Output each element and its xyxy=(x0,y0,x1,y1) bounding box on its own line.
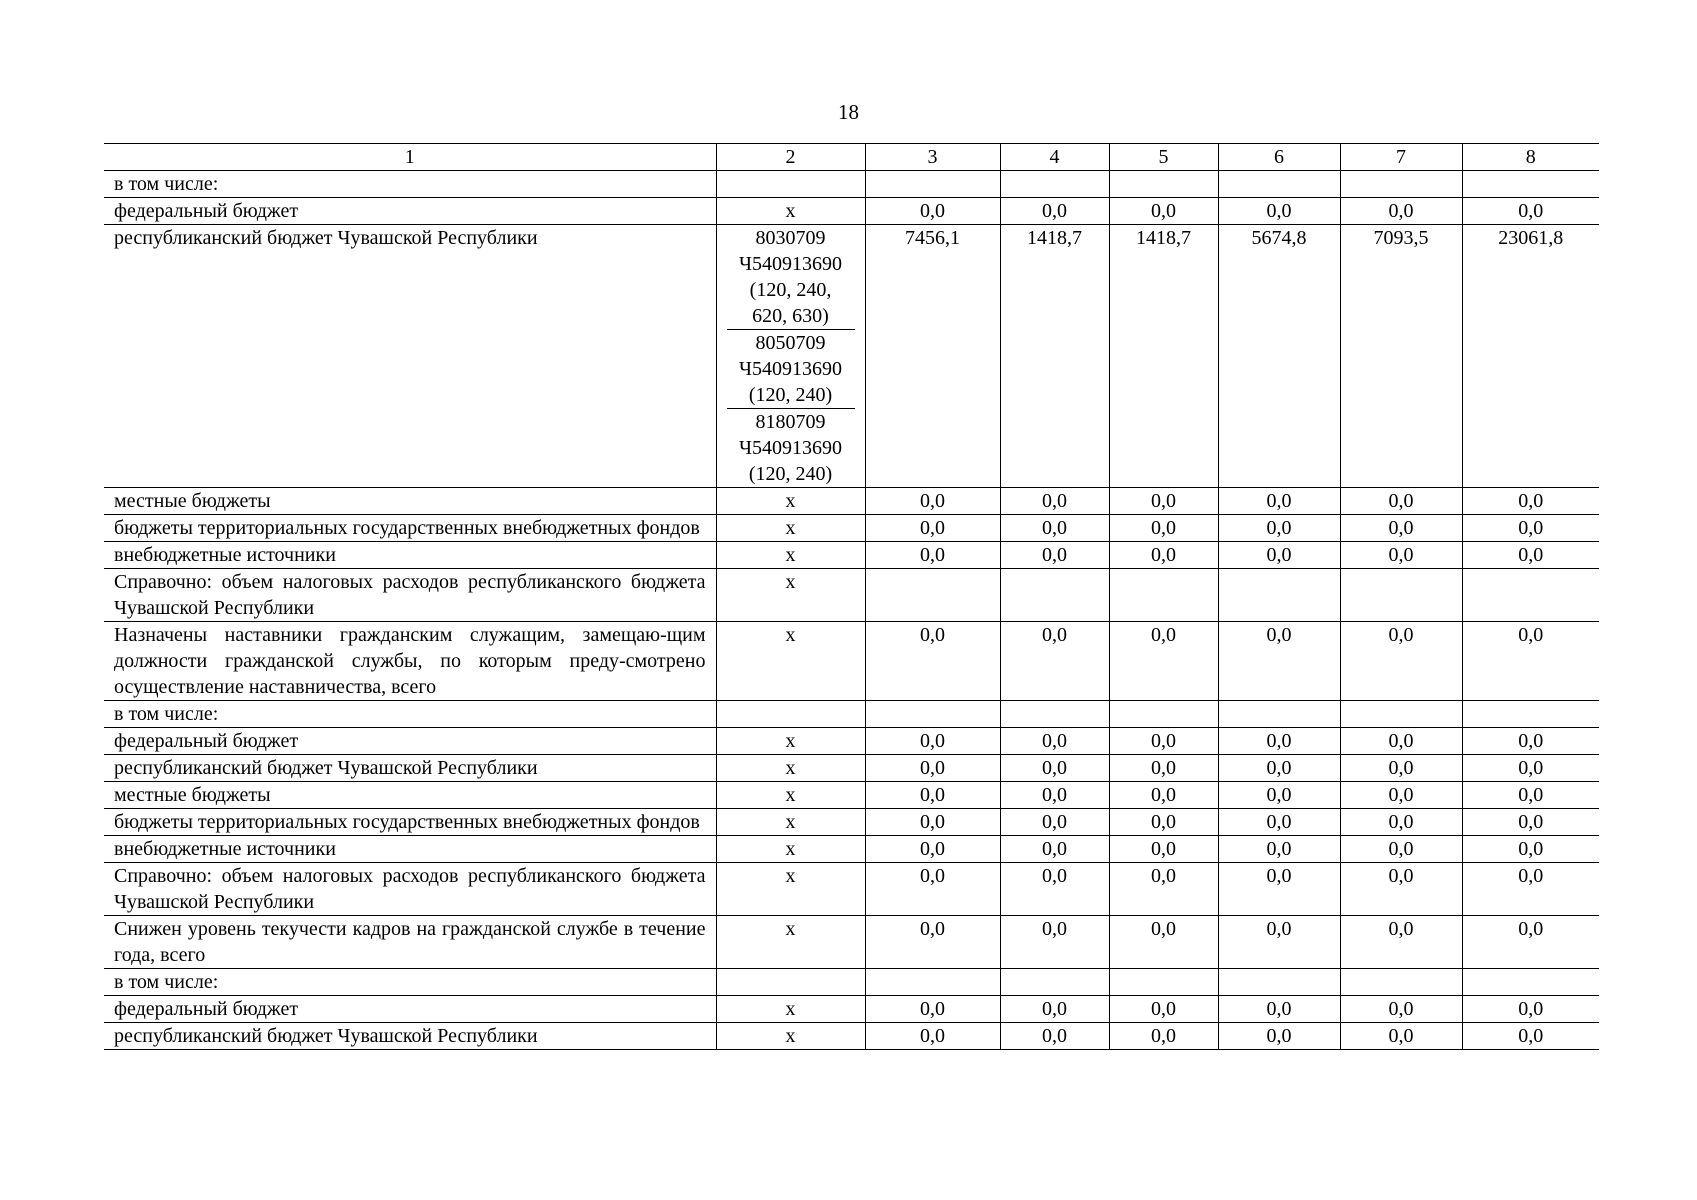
value-cell xyxy=(1462,171,1599,198)
value-cell xyxy=(865,969,1000,996)
value-cell: 0,0 xyxy=(1109,996,1218,1023)
value-cell: 1418,7 xyxy=(1109,225,1218,488)
table-row xyxy=(104,863,1599,916)
table-row xyxy=(104,171,1599,198)
value-cell xyxy=(865,701,1000,728)
table-row xyxy=(104,969,1599,996)
budget-code-cell: x xyxy=(716,836,865,863)
column-header: 6 xyxy=(1218,144,1340,171)
row-name-cell: федеральный бюджет xyxy=(104,996,716,1023)
value-cell: 0,0 xyxy=(1109,488,1218,515)
value-cell: 0,0 xyxy=(1462,1023,1599,1050)
value-cell xyxy=(1000,569,1109,622)
value-cell: 0,0 xyxy=(865,542,1000,569)
table-row xyxy=(104,782,1599,809)
value-cell: 0,0 xyxy=(1000,488,1109,515)
value-cell: 0,0 xyxy=(1109,622,1218,701)
value-cell: 0,0 xyxy=(865,488,1000,515)
table-row xyxy=(104,1023,1599,1050)
value-cell xyxy=(1218,969,1340,996)
value-cell: 0,0 xyxy=(1000,728,1109,755)
value-cell: 0,0 xyxy=(1109,809,1218,836)
value-cell: 0,0 xyxy=(1218,488,1340,515)
table-row xyxy=(104,836,1599,863)
value-cell: 7093,5 xyxy=(1340,225,1462,488)
value-cell: 0,0 xyxy=(1000,782,1109,809)
value-cell: 0,0 xyxy=(865,515,1000,542)
budget-code-cell xyxy=(716,969,865,996)
value-cell: 0,0 xyxy=(1109,916,1218,969)
value-cell: 0,0 xyxy=(1218,782,1340,809)
budget-code-cell: x xyxy=(716,488,865,515)
table-row xyxy=(104,755,1599,782)
value-cell: 0,0 xyxy=(1462,198,1599,225)
row-name-cell: Назначены наставники гражданским служащим, замещаю-щим должности гражданской службы, по которым преду-смотрено осуществление наставничества, всего xyxy=(104,622,716,701)
column-header: 3 xyxy=(865,144,1000,171)
row-name-cell: бюджеты территориальных государственных внебюджетных фондов xyxy=(104,809,716,836)
row-name-cell: республиканский бюджет Чувашской Республики xyxy=(104,1023,716,1050)
value-cell: 0,0 xyxy=(1462,755,1599,782)
value-cell: 0,0 xyxy=(865,863,1000,916)
value-cell: 0,0 xyxy=(1340,996,1462,1023)
value-cell: 0,0 xyxy=(1109,198,1218,225)
value-cell: 0,0 xyxy=(1340,782,1462,809)
value-cell: 0,0 xyxy=(1218,622,1340,701)
value-cell: 0,0 xyxy=(1000,809,1109,836)
value-cell: 0,0 xyxy=(1340,916,1462,969)
value-cell: 0,0 xyxy=(1462,996,1599,1023)
value-cell: 0,0 xyxy=(865,809,1000,836)
value-cell: 0,0 xyxy=(1000,515,1109,542)
row-name-cell: республиканский бюджет Чувашской Республики xyxy=(104,755,716,782)
value-cell: 1418,7 xyxy=(1000,225,1109,488)
value-cell: 0,0 xyxy=(1109,1023,1218,1050)
value-cell: 0,0 xyxy=(1109,728,1218,755)
value-cell: 0,0 xyxy=(1000,863,1109,916)
table-row xyxy=(104,542,1599,569)
budget-code-cell: x xyxy=(716,569,865,622)
value-cell: 0,0 xyxy=(1109,515,1218,542)
row-name-cell: республиканский бюджет Чувашской Республики xyxy=(104,225,716,488)
row-name-cell: федеральный бюджет xyxy=(104,198,716,225)
value-cell: 0,0 xyxy=(1000,916,1109,969)
value-cell: 0,0 xyxy=(1462,836,1599,863)
value-cell: 0,0 xyxy=(1340,542,1462,569)
value-cell xyxy=(1218,701,1340,728)
value-cell: 0,0 xyxy=(1000,542,1109,569)
column-header: 7 xyxy=(1340,144,1462,171)
value-cell: 0,0 xyxy=(1340,809,1462,836)
budget-code-cell: x xyxy=(716,728,865,755)
value-cell: 0,0 xyxy=(1462,622,1599,701)
table-row xyxy=(104,569,1599,622)
value-cell: 0,0 xyxy=(1000,996,1109,1023)
value-cell: 0,0 xyxy=(865,622,1000,701)
table-row xyxy=(104,996,1599,1023)
value-cell xyxy=(1109,969,1218,996)
value-cell: 0,0 xyxy=(865,836,1000,863)
row-name-cell: внебюджетные источники xyxy=(104,836,716,863)
value-cell: 0,0 xyxy=(1462,809,1599,836)
value-cell: 0,0 xyxy=(1340,863,1462,916)
value-cell xyxy=(1462,569,1599,622)
table-row xyxy=(104,515,1599,542)
table-row xyxy=(104,916,1599,969)
table-row xyxy=(104,622,1599,701)
value-cell: 0,0 xyxy=(1340,488,1462,515)
value-cell xyxy=(1340,701,1462,728)
value-cell: 0,0 xyxy=(1109,782,1218,809)
value-cell: 0,0 xyxy=(1109,863,1218,916)
value-cell: 0,0 xyxy=(1218,542,1340,569)
value-cell: 0,0 xyxy=(1000,198,1109,225)
value-cell xyxy=(1000,701,1109,728)
budget-code-cell xyxy=(716,171,865,198)
value-cell: 0,0 xyxy=(865,198,1000,225)
budget-code-cell: x xyxy=(716,198,865,225)
budget-code-cell: x xyxy=(716,863,865,916)
value-cell xyxy=(1000,969,1109,996)
row-name-cell: федеральный бюджет xyxy=(104,728,716,755)
value-cell: 0,0 xyxy=(1218,1023,1340,1050)
budget-code-cell xyxy=(716,225,865,488)
value-cell: 7456,1 xyxy=(865,225,1000,488)
page-number: 18 xyxy=(838,100,859,124)
value-cell: 0,0 xyxy=(1218,198,1340,225)
value-cell: 0,0 xyxy=(1000,755,1109,782)
value-cell: 0,0 xyxy=(865,782,1000,809)
value-cell: 0,0 xyxy=(1462,782,1599,809)
value-cell: 0,0 xyxy=(1218,755,1340,782)
budget-code-cell: x xyxy=(716,916,865,969)
value-cell: 0,0 xyxy=(1218,996,1340,1023)
value-cell: 0,0 xyxy=(1340,755,1462,782)
budget-code-cell: x xyxy=(716,755,865,782)
value-cell xyxy=(865,569,1000,622)
column-header: 5 xyxy=(1109,144,1218,171)
column-header: 4 xyxy=(1000,144,1109,171)
value-cell: 0,0 xyxy=(1218,836,1340,863)
value-cell xyxy=(1109,701,1218,728)
value-cell xyxy=(1462,969,1599,996)
table-row xyxy=(104,809,1599,836)
value-cell: 0,0 xyxy=(1340,1023,1462,1050)
budget-table xyxy=(104,143,1599,1050)
table-row xyxy=(104,701,1599,728)
value-cell: 0,0 xyxy=(1000,622,1109,701)
row-name-cell: Справочно: объем налоговых расходов республиканского бюджета Чувашской Республики xyxy=(104,863,716,916)
row-name-cell: местные бюджеты xyxy=(104,782,716,809)
budget-code-cell: x xyxy=(716,996,865,1023)
column-header: 1 xyxy=(104,144,716,171)
value-cell xyxy=(1218,171,1340,198)
table-row xyxy=(104,488,1599,515)
value-cell xyxy=(1340,171,1462,198)
budget-code: 8050709 Ч540913690 (120, 240) xyxy=(727,329,855,408)
row-name-cell: в том числе: xyxy=(104,969,716,996)
value-cell: 0,0 xyxy=(1218,728,1340,755)
value-cell: 0,0 xyxy=(1340,515,1462,542)
budget-code-cell xyxy=(716,701,865,728)
value-cell xyxy=(1109,171,1218,198)
header-row xyxy=(104,144,1599,171)
value-cell xyxy=(1462,701,1599,728)
table-row xyxy=(104,198,1599,225)
row-name-cell: местные бюджеты xyxy=(104,488,716,515)
value-cell: 0,0 xyxy=(865,755,1000,782)
value-cell: 0,0 xyxy=(1109,542,1218,569)
value-cell: 0,0 xyxy=(1218,916,1340,969)
row-name-cell: бюджеты территориальных государственных внебюджетных фондов xyxy=(104,515,716,542)
value-cell: 0,0 xyxy=(1462,728,1599,755)
table-row xyxy=(104,225,1599,488)
value-cell: 5674,8 xyxy=(1218,225,1340,488)
value-cell: 0,0 xyxy=(865,996,1000,1023)
value-cell: 0,0 xyxy=(1340,622,1462,701)
value-cell: 0,0 xyxy=(1109,836,1218,863)
budget-code-cell: x xyxy=(716,542,865,569)
column-header: 2 xyxy=(716,144,865,171)
value-cell: 0,0 xyxy=(1462,488,1599,515)
budget-code: 8180709 Ч540913690 (120, 240) xyxy=(727,408,855,487)
row-name-cell: внебюджетные источники xyxy=(104,542,716,569)
column-header: 8 xyxy=(1462,144,1599,171)
row-name-cell: в том числе: xyxy=(104,701,716,728)
budget-code: 8030709 Ч540913690 (120, 240, 620, 630) xyxy=(739,227,842,327)
value-cell: 0,0 xyxy=(1462,916,1599,969)
value-cell: 0,0 xyxy=(1340,836,1462,863)
value-cell: 0,0 xyxy=(1462,542,1599,569)
value-cell: 0,0 xyxy=(1218,863,1340,916)
value-cell: 0,0 xyxy=(1462,515,1599,542)
value-cell: 23061,8 xyxy=(1462,225,1599,488)
row-name-cell: Снижен уровень текучести кадров на гражданской службе в течение года, всего xyxy=(104,916,716,969)
budget-code-cell: x xyxy=(716,782,865,809)
row-name-cell: Справочно: объем налоговых расходов республиканского бюджета Чувашской Республики xyxy=(104,569,716,622)
value-cell: 0,0 xyxy=(1000,1023,1109,1050)
value-cell: 0,0 xyxy=(865,1023,1000,1050)
budget-code-cell: x xyxy=(716,622,865,701)
value-cell xyxy=(1000,171,1109,198)
value-cell: 0,0 xyxy=(1109,755,1218,782)
value-cell: 0,0 xyxy=(865,728,1000,755)
value-cell xyxy=(1218,569,1340,622)
value-cell xyxy=(1340,969,1462,996)
value-cell: 0,0 xyxy=(1218,809,1340,836)
value-cell: 0,0 xyxy=(865,916,1000,969)
budget-code-cell: x xyxy=(716,515,865,542)
value-cell: 0,0 xyxy=(1340,198,1462,225)
value-cell xyxy=(1340,569,1462,622)
value-cell xyxy=(865,171,1000,198)
table-row xyxy=(104,728,1599,755)
value-cell: 0,0 xyxy=(1340,728,1462,755)
budget-code-cell: x xyxy=(716,1023,865,1050)
value-cell xyxy=(1109,569,1218,622)
value-cell: 0,0 xyxy=(1462,863,1599,916)
value-cell: 0,0 xyxy=(1218,515,1340,542)
value-cell: 0,0 xyxy=(1000,836,1109,863)
row-name-cell: в том числе: xyxy=(104,171,716,198)
budget-code-cell: x xyxy=(716,809,865,836)
table-body xyxy=(104,171,1599,1050)
